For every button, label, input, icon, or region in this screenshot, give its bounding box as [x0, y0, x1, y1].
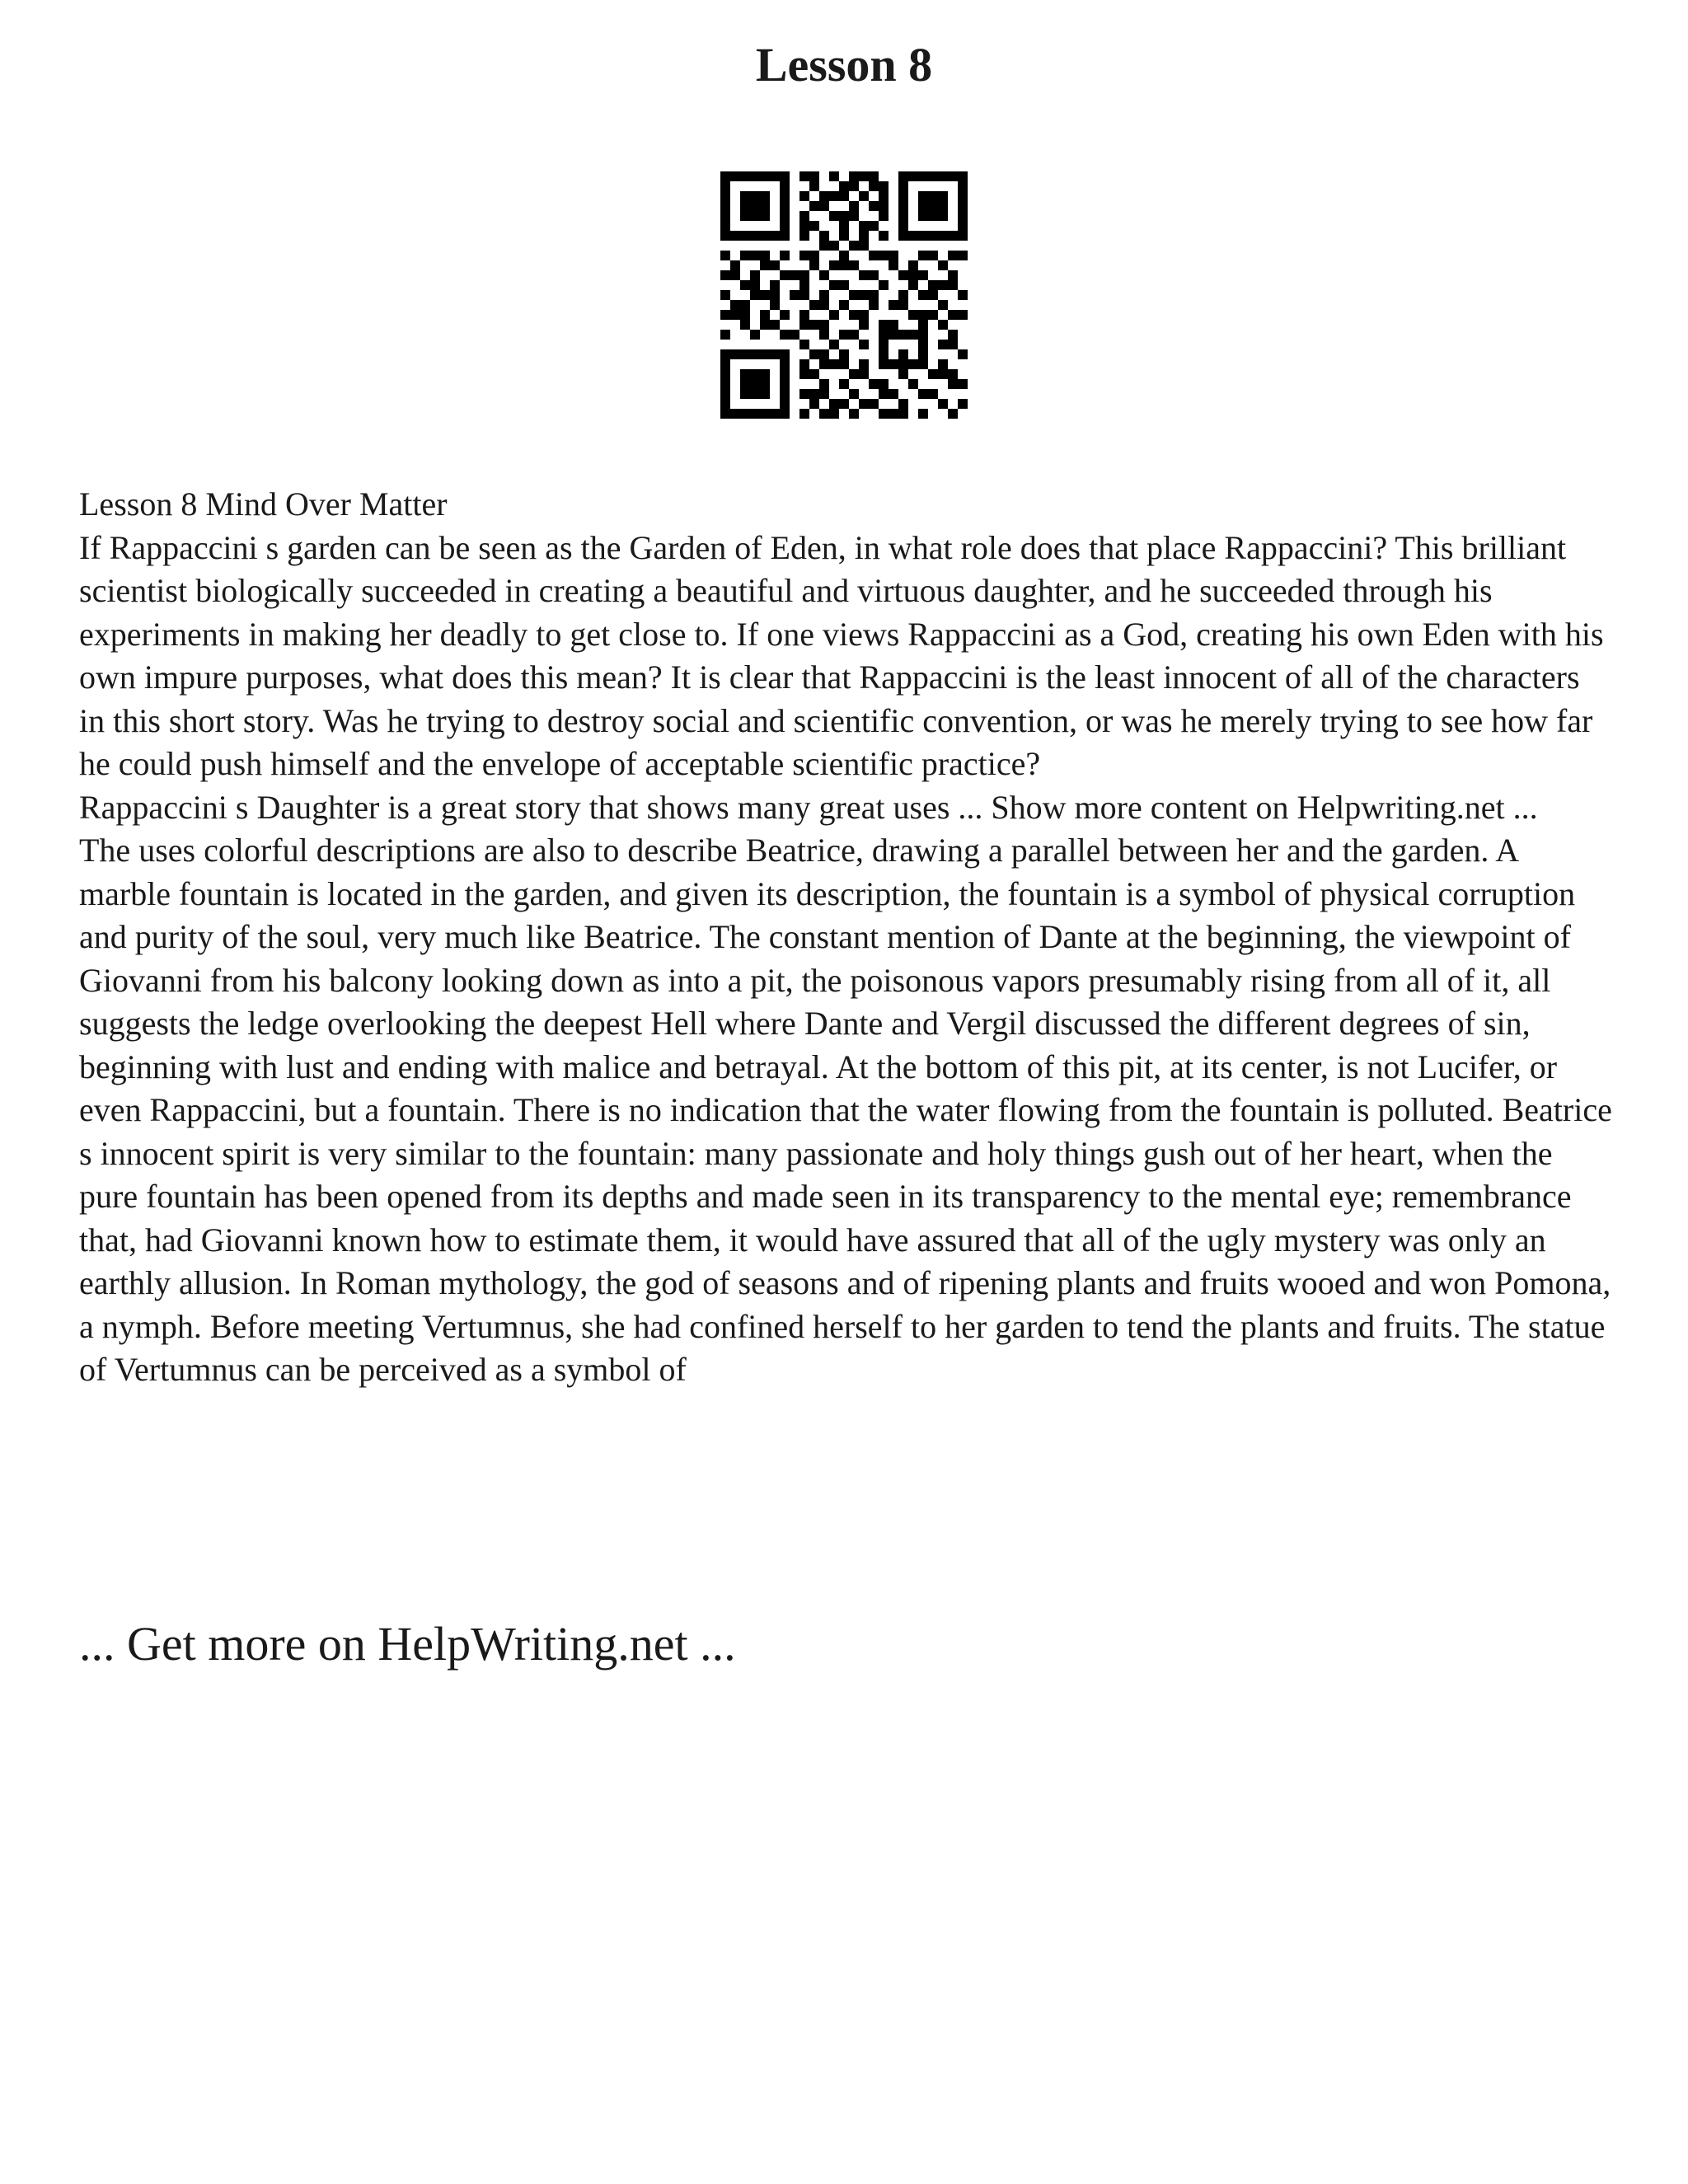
qr-code-icon	[720, 171, 968, 419]
page-title: Lesson 8	[755, 38, 933, 91]
paragraph: The uses colorful descriptions are also to describe Beatrice, drawing a parallel between her and the garden. A marble fountain is located in the garden, and given its description, the fountain is a symbol of physical corruption and purity of the soul, very much like Beatrice. The constant mention of Dante at the beginning, the viewpoint of Giovanni from his balcony looking down as into a pit, the poisonous vapors presumably rising from all of it, all suggests the ledge overlooking the deepest Hell where Dante and Vergil discussed the different degrees of sin, beginning with lust and ending with malice and betrayal. At the bottom of this pit, at its center, is not Lucifer, or even Rappaccini, but a fountain. There is no indication that the water flowing from the fountain is polluted. Beatrice s innocent spirit is very similar to the fountain: many passionate and holy things gush out of her heart, when the pure fountain has been opened from its depths and made seen in its transparency to the mental eye; remembrance that, had Giovanni known how to estimate them, it would have assured that all of the ugly mystery was only an earthly allusion. In Roman mythology, the god of seasons and of ripening plants and fruits wooed and won Pomona, a nymph. Before meeting Vertumnus, she had confined herself to her garden to tend the plants and fruits. The statue of Vertumnus can be perceived as a symbol of	[79, 832, 1612, 1388]
paragraph: Rappaccini s Daughter is a great story that shows many great uses ... Show more content on Helpwriting.net ...	[79, 788, 1538, 826]
get-more-link[interactable]: ... Get more on HelpWriting.net ...	[79, 1617, 736, 1671]
section-heading: Lesson 8 Mind Over Matter	[79, 485, 448, 523]
paragraph: If Rappaccini s garden can be seen as the Garden of Eden, in what role does that place Rappaccini? This brilliant scientist biologically succeeded in creating a beautiful and virtuous daughter, and he succeeded through his experiments in making her deadly to get close to. If one views Rappaccini as a God, creating his own Eden with his own impure purposes, what does this mean? It is clear that Rappaccini is the least innocent of all of the characters in this short story. Was he trying to destroy social and scientific convention, or was he merely trying to see how far he could push himself and the envelope of acceptable scientific practice?	[79, 528, 1604, 782]
article-body	[79, 483, 1612, 1392]
